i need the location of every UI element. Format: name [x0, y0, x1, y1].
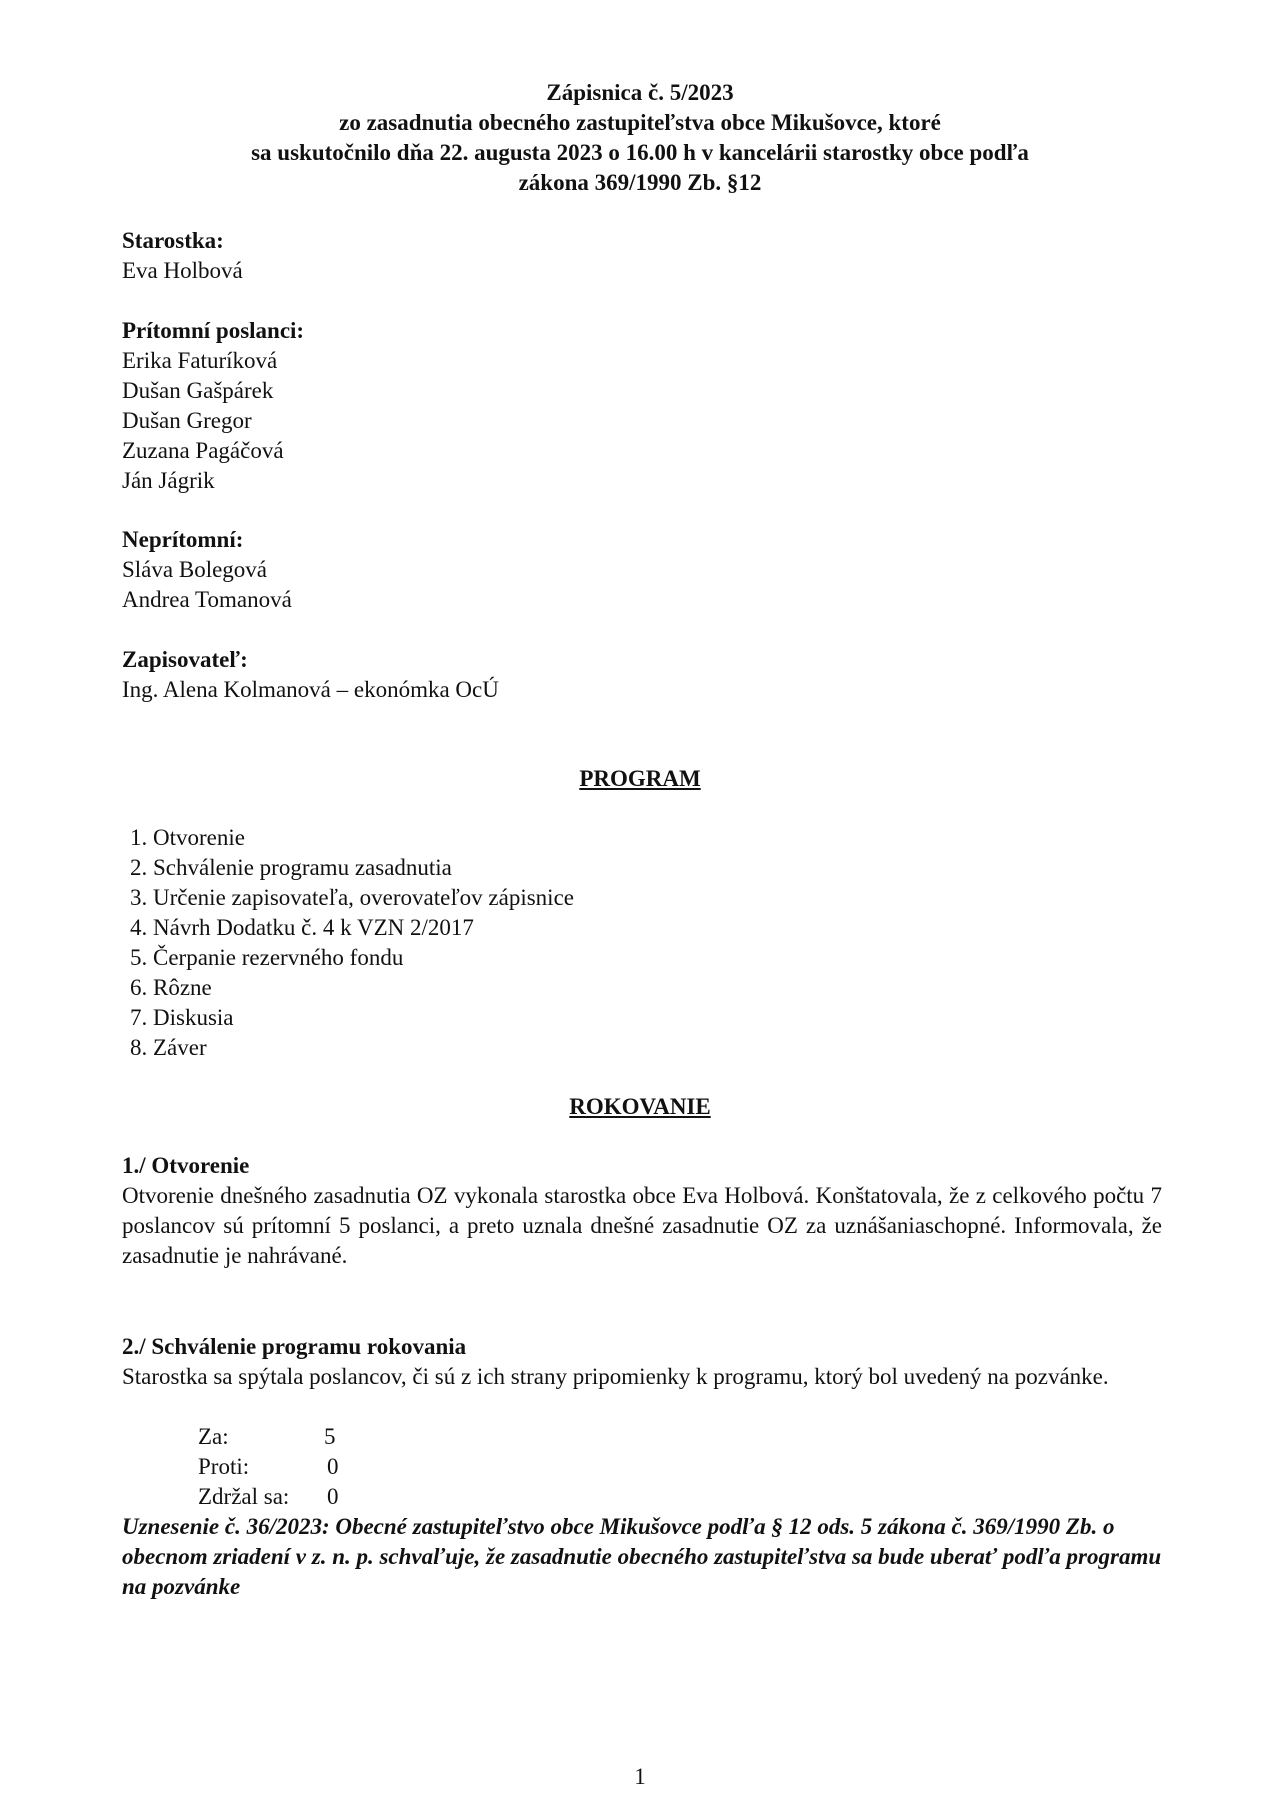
mayor-label: Starostka:: [122, 228, 224, 253]
section-opening-text: Otvorenie dnešného zasadnutia OZ vykonala starostka obce Eva Holbová. Konštatovala, že z celkového počtu 7 poslancov sú prítomní 5 poslanci, a preto uznala dnešné zasadnutie OZ za uznášaniaschopné. Informovala, že zasadnutie je nahrávané.: [122, 1183, 1162, 1268]
program-item: 7. Diskusia: [130, 1005, 234, 1030]
document-title: [0, 78, 1280, 198]
recorder-section: [122, 645, 1162, 705]
vote-label: Za:: [198, 1424, 229, 1449]
present-section: [122, 316, 1162, 496]
vote-label: Proti:: [198, 1454, 250, 1479]
vote-row-against: [198, 1452, 498, 1482]
present-member: Zuzana Pagáčová: [122, 438, 284, 463]
program-item: 2. Schválenie programu zasadnutia: [130, 855, 452, 880]
proceedings-heading: ROKOVANIE: [569, 1094, 711, 1119]
present-member: Dušan Gregor: [122, 408, 252, 433]
program-heading: PROGRAM: [579, 766, 701, 791]
absent-label: Neprítomní:: [122, 527, 244, 552]
page-number: 1: [634, 1764, 646, 1789]
program-item: 1. Otvorenie: [130, 825, 245, 850]
recorder-name: Ing. Alena Kolmanová – ekonómka OcÚ: [122, 677, 499, 702]
absent-section: [122, 525, 1162, 615]
vote-row-for: [198, 1422, 498, 1452]
program-item: 4. Návrh Dodatku č. 4 k VZN 2/2017: [130, 915, 474, 940]
vote-value: 0: [327, 1484, 339, 1509]
title-line-4: zákona 369/1990 Zb. §12: [518, 170, 762, 195]
vote-value: 5: [324, 1424, 336, 1449]
section-opening-title: 1./ Otvorenie: [122, 1153, 250, 1178]
resolution-text: Uznesenie č. 36/2023: Obecné zastupiteľstvo obce Mikušovce podľa § 12 ods. 5 zákona č. 369/1990 Zb. o obecnom zriadení v z. n. p. schvaľuje, že zasadnutie obecného zastupiteľstva sa bude uberať podľa programu na pozvánke: [122, 1514, 1162, 1599]
present-label: Prítomní poslanci:: [122, 318, 305, 343]
section-opening: [122, 1151, 1162, 1271]
title-line-2: zo zasadnutia obecného zastupiteľstva obce Mikušovce, ktoré: [339, 110, 941, 135]
recorder-label: Zapisovateľ:: [122, 647, 248, 672]
program-item: 5. Čerpanie rezervného fondu: [130, 945, 404, 970]
section-program-approval-title: 2./ Schválenie programu rokovania: [122, 1334, 467, 1359]
program-item: 6. Rôzne: [130, 975, 212, 1000]
program-item: 8. Záver: [130, 1035, 207, 1060]
program-item: 3. Určenie zapisovateľa, overovateľov zápisnice: [130, 885, 574, 910]
absent-member: Andrea Tomanová: [122, 587, 292, 612]
section-program-approval: [122, 1332, 1162, 1392]
mayor-section: [122, 226, 1162, 286]
present-member: Erika Faturíková: [122, 348, 278, 373]
vote-value: 0: [327, 1454, 339, 1479]
present-member: Dušan Gašpárek: [122, 378, 274, 403]
present-member: Ján Jágrik: [122, 468, 215, 493]
mayor-name: Eva Holbová: [122, 258, 243, 283]
section-program-approval-text: Starostka sa spýtala poslancov, či sú z ich strany pripomienky k programu, ktorý bol uvedený na pozvánke.: [122, 1364, 1109, 1389]
vote-label: Zdržal sa:: [198, 1484, 290, 1509]
vote-row-abstain: [198, 1482, 498, 1512]
title-line-1: Zápisnica č. 5/2023: [546, 80, 734, 105]
title-line-3: sa uskutočnilo dňa 22. augusta 2023 o 16.00 h v kancelárii starostky obce podľa: [251, 140, 1029, 165]
absent-member: Sláva Bolegová: [122, 557, 267, 582]
program-list: [130, 823, 1030, 1063]
vote-results: [198, 1422, 498, 1512]
